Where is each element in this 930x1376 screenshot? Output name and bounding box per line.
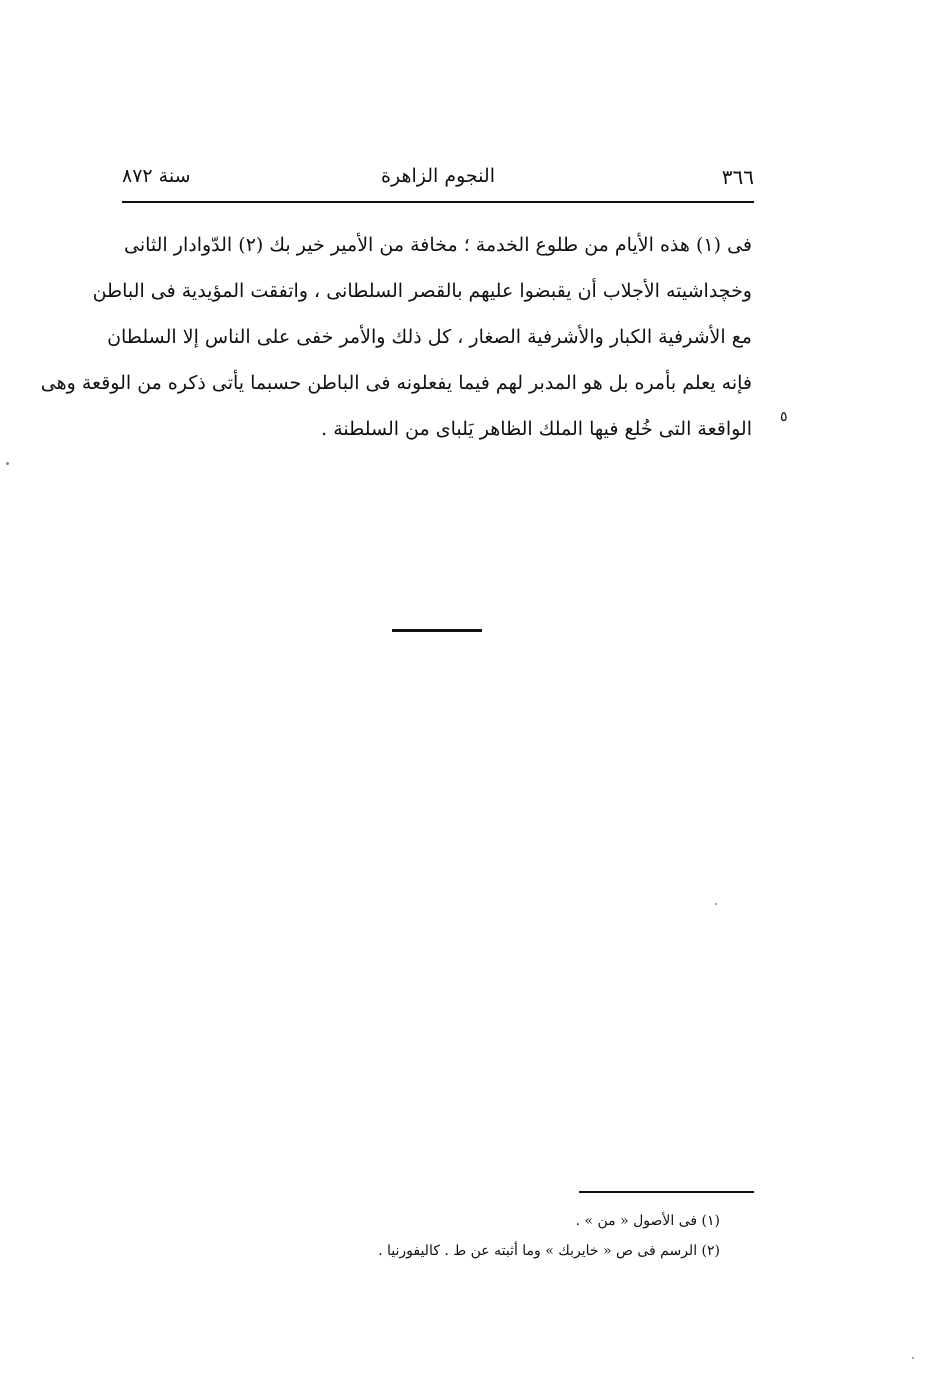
text-line: فإنه يعلم بأمره بل هو المدبر لهم فيما يفعلونه فى الباطن حسبما يأتى ذكره من الوقعة وهى	[40, 372, 752, 394]
scan-speck	[912, 1357, 914, 1359]
footnote-1: (١) فى الأصول « من » .	[575, 1213, 720, 1229]
main-text	[40, 222, 753, 452]
page-number: ٣٦٦	[721, 165, 754, 189]
footnotes	[330, 1206, 720, 1266]
text-line: فى (١) هذه الأيام من طلوع الخدمة ؛ مخافة من الأمير خير بك (٢) الدّوادار الثانى	[124, 234, 753, 256]
year-label: سنة ٨٧٢	[122, 165, 191, 187]
text-line: الواقعة التى خُلع فيها الملك الظاهر يَلباى من السلطنة .	[321, 418, 752, 440]
header-rule	[122, 201, 754, 203]
page-header	[122, 165, 754, 197]
section-end-rule	[392, 629, 482, 632]
scan-speck	[715, 903, 717, 905]
text-line: وخچداشيته الأجلاب أن يقبضوا عليهم بالقصر السلطانى ، واتفقت المؤيدية فى الباطن	[92, 280, 752, 302]
footnote-separator	[579, 1191, 754, 1193]
running-title: النجوم الزاهرة	[381, 165, 495, 187]
scan-speck	[6, 462, 9, 465]
footnote-2: (٢) الرسم فى ص « خايربك » وما أثبته عن ط . كاليفورنيا .	[378, 1243, 720, 1259]
line-number-marker: ٥	[780, 409, 788, 425]
text-line: مع الأشرفية الكبار والأشرفية الصغار ، كل ذلك والأمر خفى على الناس إلا السلطان	[107, 326, 752, 348]
